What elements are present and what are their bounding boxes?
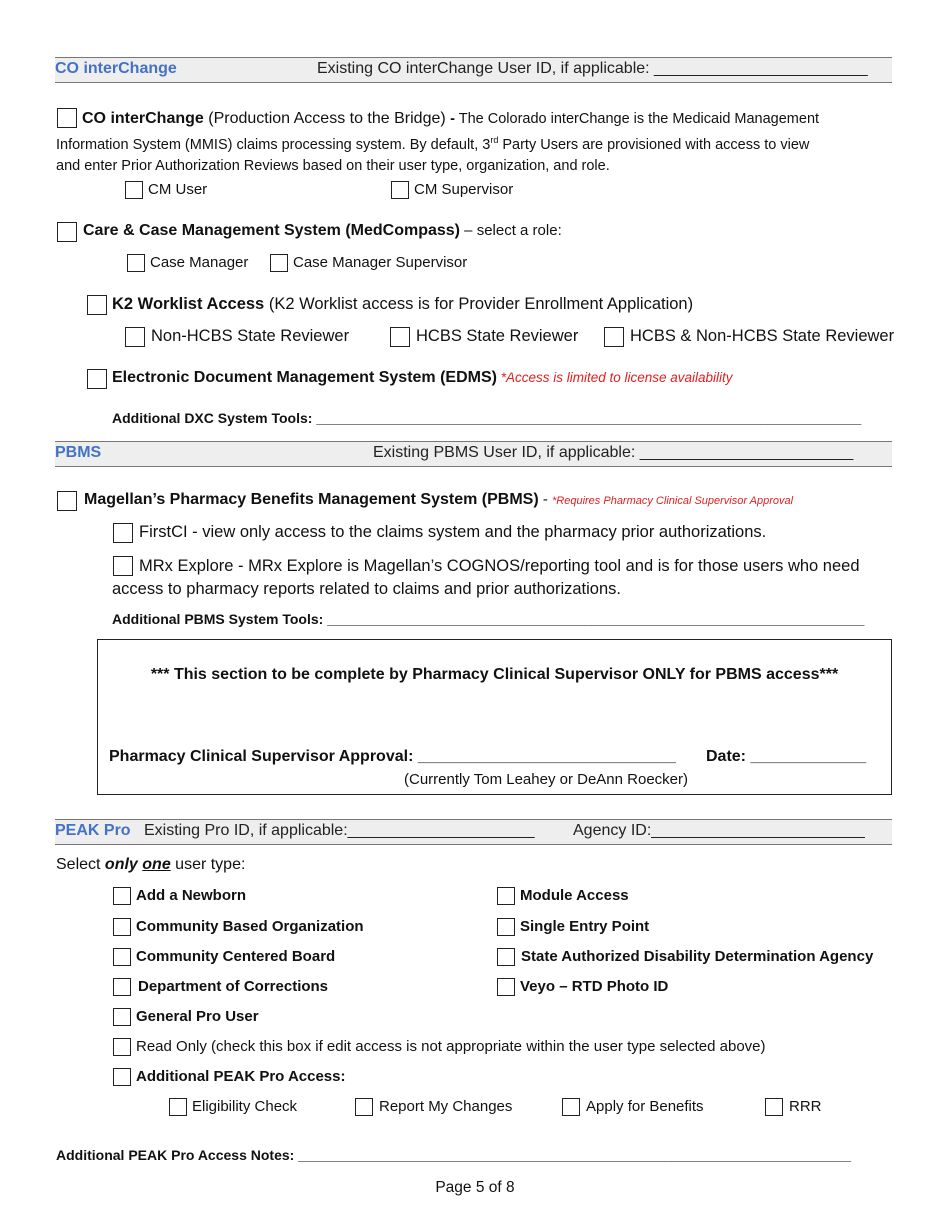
- medcompass-checkbox[interactable]: [57, 222, 77, 242]
- eligibility-check-label: Eligibility Check: [192, 1098, 298, 1115]
- co-interchange-desc-line-2a: Information System (MMIS) claims processing system. By default, 3: [56, 136, 491, 153]
- co-interchange-header-band: [55, 57, 892, 83]
- community-centered-board-checkbox[interactable]: [113, 948, 131, 966]
- veyo-rtd-label: Veyo – RTD Photo ID: [520, 978, 669, 995]
- hcbs-non-hcbs-state-reviewer-checkbox[interactable]: [604, 327, 624, 347]
- cm-user-label: CM User: [148, 181, 208, 198]
- cm-supervisor-label: CM Supervisor: [414, 181, 514, 198]
- dept-corrections-label: Department of Corrections: [138, 978, 329, 995]
- edms-note: *Access is limited to license availability: [496, 370, 733, 385]
- rrr-checkbox[interactable]: [765, 1098, 783, 1116]
- supervisor-box-heading: *** This section to be complete by Pharmacy Clinical Supervisor ONLY for PBMS access***: [150, 666, 839, 683]
- single-entry-point-label: Single Entry Point: [520, 918, 650, 935]
- module-access-checkbox[interactable]: [497, 887, 515, 905]
- k2-worklist-checkbox[interactable]: [87, 295, 107, 315]
- section-title-co-interchange: CO interChange: [55, 60, 177, 77]
- select-one: one: [142, 856, 171, 873]
- community-based-org-label: Community Based Organization: [136, 918, 364, 935]
- supervisor-date-field[interactable]: Date: _____________: [706, 748, 867, 765]
- mrx-line-1: MRx Explore - MRx Explore is Magellan’s COGNOS/reporting tool and is for those users who need: [139, 557, 860, 575]
- hcbs-state-reviewer-label: HCBS State Reviewer: [416, 327, 579, 345]
- co-interchange-description: [56, 108, 896, 177]
- pbms-title: Magellan’s Pharmacy Benefits Management System (PBMS): [84, 491, 539, 508]
- select-user-type-instruction: [56, 856, 245, 874]
- peak-pro-id-field[interactable]: Existing Pro ID, if applicable:_____________________: [144, 822, 535, 839]
- agency-id-field[interactable]: Agency ID:________________________: [573, 822, 865, 839]
- add-newborn-label: Add a Newborn: [136, 887, 247, 904]
- superscript-rd: rd: [490, 135, 499, 145]
- case-manager-checkbox[interactable]: [127, 254, 145, 272]
- pbms-title-line: [84, 491, 793, 509]
- k2-worklist-desc: (K2 Worklist access is for Provider Enrollment Application): [264, 295, 694, 313]
- module-access-label: Module Access: [520, 887, 629, 904]
- disability-determination-label: State Authorized Disability Determination Agency: [521, 948, 874, 965]
- veyo-rtd-checkbox[interactable]: [497, 978, 515, 996]
- general-pro-user-checkbox[interactable]: [113, 1008, 131, 1026]
- mrx-explore-description: [112, 555, 902, 601]
- hcbs-state-reviewer-checkbox[interactable]: [390, 327, 410, 347]
- pbms-title-dash: -: [538, 491, 552, 508]
- co-interchange-desc-line-1: The Colorado interChange is the Medicaid Management: [454, 111, 820, 127]
- pbms-header-band: [55, 441, 892, 467]
- non-hcbs-state-reviewer-checkbox[interactable]: [125, 327, 145, 347]
- co-interchange-desc-line-3: and enter Prior Authorization Reviews based on their user type, organization, and role.: [56, 157, 610, 174]
- firstci-label: FirstCI - view only access to the claims system and the pharmacy prior authorizations.: [139, 523, 767, 541]
- section-title-pbms: PBMS: [55, 444, 102, 461]
- edms-title: Electronic Document Management System (EDMS): [112, 369, 497, 386]
- mrx-line-2: access to pharmacy reports related to claims and prior authorizations.: [112, 580, 621, 598]
- pbms-approval-note: *Requires Pharmacy Clinical Supervisor Approval: [552, 495, 794, 507]
- disability-determination-checkbox[interactable]: [497, 948, 515, 966]
- select-prefix: Select: [56, 856, 105, 873]
- cm-supervisor-checkbox[interactable]: [391, 181, 409, 199]
- edms-checkbox[interactable]: [87, 369, 107, 389]
- k2-worklist-title: K2 Worklist Access: [112, 295, 265, 313]
- cm-user-checkbox[interactable]: [125, 181, 143, 199]
- select-only: only: [104, 856, 138, 873]
- apply-for-benefits-label: Apply for Benefits: [586, 1098, 704, 1115]
- single-entry-point-checkbox[interactable]: [497, 918, 515, 936]
- additional-pbms-tools-field[interactable]: Additional PBMS System Tools: _____________________________________________________________________: [112, 611, 865, 627]
- eligibility-check-checkbox[interactable]: [169, 1098, 187, 1116]
- additional-peak-pro-access-label: Additional PEAK Pro Access:: [136, 1068, 346, 1085]
- report-my-changes-checkbox[interactable]: [355, 1098, 373, 1116]
- community-based-org-checkbox[interactable]: [113, 918, 131, 936]
- add-newborn-checkbox[interactable]: [113, 887, 131, 905]
- additional-dxc-tools-field[interactable]: Additional DXC System Tools: ______________________________________________________________________: [112, 410, 862, 426]
- co-interchange-production-title: CO interChange: [82, 110, 204, 127]
- co-interchange-user-id-field[interactable]: Existing CO interChange User ID, if applicable: ________________________: [317, 60, 868, 77]
- peak-pro-header-band: [55, 819, 892, 845]
- select-suffix: user type:: [170, 856, 246, 873]
- section-title-peak-pro: PEAK Pro: [55, 822, 131, 839]
- apply-for-benefits-checkbox[interactable]: [562, 1098, 580, 1116]
- report-my-changes-label: Report My Changes: [379, 1098, 513, 1115]
- pbms-checkbox[interactable]: [57, 491, 77, 511]
- case-manager-supervisor-checkbox[interactable]: [270, 254, 288, 272]
- rrr-label: RRR: [789, 1098, 822, 1115]
- co-interchange-desc-line-2b: Party Users are provisioned with access to view: [498, 136, 810, 153]
- medcompass-title: Care & Case Management System (MedCompass): [83, 222, 461, 239]
- read-only-checkbox[interactable]: [113, 1038, 131, 1056]
- supervisor-currently-note: (Currently Tom Leahey or DeAnn Roecker): [404, 771, 689, 788]
- medcompass-suffix: – select a role:: [460, 222, 562, 239]
- case-manager-label: Case Manager: [150, 254, 249, 271]
- community-centered-board-label: Community Centered Board: [136, 948, 336, 965]
- pbms-user-id-field[interactable]: Existing PBMS User ID, if applicable: ________________________: [373, 444, 854, 461]
- read-only-label: Read Only (check this box if edit access is not appropriate within the user type selected above): [136, 1038, 766, 1055]
- pharmacy-supervisor-box: [97, 639, 892, 795]
- co-interchange-production-paren: (Production Access to the Bridge): [203, 110, 451, 127]
- additional-peak-pro-notes-field[interactable]: Additional PEAK Pro Access Notes: _______________________________________________________________________: [56, 1147, 852, 1163]
- additional-peak-pro-access-checkbox[interactable]: [113, 1068, 131, 1086]
- dash: -: [450, 111, 455, 127]
- edms-line: [112, 369, 733, 387]
- case-manager-supervisor-label: Case Manager Supervisor: [293, 254, 468, 271]
- k2-worklist-line: [112, 295, 693, 314]
- firstci-checkbox[interactable]: [113, 523, 133, 543]
- supervisor-approval-field[interactable]: Pharmacy Clinical Supervisor Approval: _____________________________: [109, 748, 676, 765]
- medcompass-line: [83, 222, 562, 240]
- dept-corrections-checkbox[interactable]: [113, 978, 131, 996]
- hcbs-non-hcbs-state-reviewer-label: HCBS & Non-HCBS State Reviewer: [630, 327, 895, 345]
- page-number: Page 5 of 8: [435, 1179, 515, 1196]
- general-pro-user-label: General Pro User: [136, 1008, 259, 1025]
- non-hcbs-state-reviewer-label: Non-HCBS State Reviewer: [151, 327, 350, 345]
